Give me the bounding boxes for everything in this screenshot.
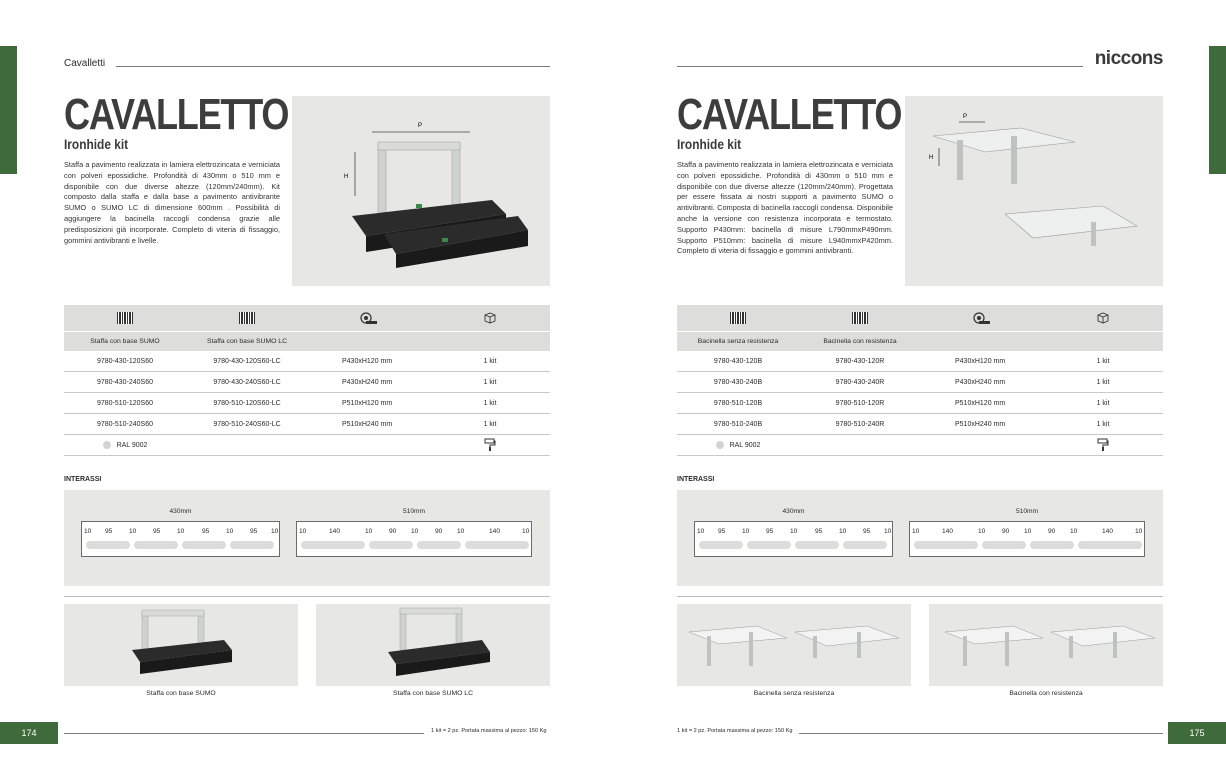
- code-a: 9780-510-240B: [713, 420, 763, 428]
- dim-p-label: P: [418, 123, 423, 129]
- thumbnail-sumo: [64, 604, 298, 686]
- table-row: [64, 372, 550, 393]
- code-b: 9780-510-240S60-LC: [213, 420, 281, 428]
- table-row: [677, 351, 1163, 372]
- size: P510xH120 mm: [955, 399, 1006, 407]
- divider: [677, 596, 1163, 597]
- segment-label: 10: [790, 528, 798, 535]
- code-a: 9780-510-120B: [713, 399, 763, 407]
- table-row-ral: [677, 435, 1163, 456]
- segment-label: 10: [299, 528, 307, 535]
- color-swatch: [103, 441, 111, 449]
- page-number-left: 174: [0, 722, 58, 744]
- table-row: [64, 414, 550, 435]
- segment-label: 10: [884, 528, 892, 535]
- dim-label-510: 510mm: [1016, 508, 1038, 515]
- segment-label: 10: [271, 528, 279, 535]
- table-icon-row: [677, 305, 1163, 331]
- tray-illustration: [905, 96, 1163, 286]
- qty: 1 kit: [1096, 420, 1110, 428]
- segment-label: 10: [365, 528, 373, 535]
- table-row-ral: [64, 435, 550, 456]
- rail-segment: [182, 541, 226, 549]
- stand-illustration: [292, 96, 550, 286]
- stand-sumo-illustration: [64, 604, 298, 686]
- product-description: Staffa a pavimento realizzata in lamiera elettrozincata e verniciata con polveri epossidiche. Profondità di 430mm o 510 mm e disponibile con due diverse altezze (120mm/240mm). Kit composto dalla staffa e dalla base a pavimento antivibrante SUMO o SUMO LC di dimensione 600mm . Possibilità di aggiungere la bacinella raccogli condensa grazie alle predisposizioni già incorporate. Completo di viteria di fissaggio, gommini antivibranti e livelle.: [64, 160, 280, 245]
- dim-p-label: P: [963, 114, 968, 120]
- paint-roller-icon: [484, 438, 496, 452]
- page-subtitle: Ironhide kit: [677, 136, 742, 152]
- page-title: CAVALLETTO: [64, 90, 289, 139]
- segment-label: 10: [129, 528, 137, 535]
- code-a: 9780-510-240S60: [96, 420, 154, 428]
- thumbnail-tray-with-heater: [929, 604, 1163, 686]
- segment-label: 95: [250, 528, 258, 535]
- caption-sumo: Staffa con base SUMO: [146, 690, 216, 697]
- col-header-1: Staffa con base SUMO: [90, 338, 160, 345]
- size: P430xH240 mm: [955, 378, 1006, 386]
- segment-label: 10: [742, 528, 750, 535]
- table-header-row: [677, 331, 1163, 351]
- footer-note: 1 kit = 2 pz. Portata massima al pezzo: 150 Kg: [431, 728, 547, 734]
- segment-label: 10: [697, 528, 705, 535]
- segment-label: 10: [411, 528, 419, 535]
- running-header: [677, 58, 1163, 74]
- section-label: Cavalletti: [64, 58, 106, 69]
- caption-tray-without-heater: Bacinella senza resistenza: [753, 690, 835, 697]
- thumbnail-tray-without-heater: [677, 604, 911, 686]
- right-page: [677, 0, 1163, 774]
- barcode-icon: [852, 312, 868, 324]
- rail-segment: [301, 541, 365, 549]
- page-title: CAVALLETTO: [677, 90, 902, 139]
- rail-segment: [134, 541, 178, 549]
- segment-label: 95: [105, 528, 113, 535]
- segment-label: 10: [1135, 528, 1143, 535]
- footer-rule: [64, 733, 424, 734]
- segment-label: 95: [153, 528, 161, 535]
- col-header-2: Bacinella con resistenza: [823, 338, 897, 345]
- rail-segment: [465, 541, 529, 549]
- divider: [64, 596, 550, 597]
- size: P430xH240 mm: [342, 378, 393, 386]
- table-row: [677, 393, 1163, 414]
- caption-tray-with-heater: Bacinella con resistenza: [1009, 690, 1083, 697]
- header-rule: [677, 66, 1083, 67]
- thumbnail-sumo-lc: [316, 604, 550, 686]
- brand-logo: [1095, 48, 1163, 70]
- segment-label: 10: [1024, 528, 1032, 535]
- segment-label: 90: [1002, 528, 1010, 535]
- segment-label: 95: [766, 528, 774, 535]
- rail-segment: [843, 541, 887, 549]
- spacing-frame-510: [296, 521, 532, 557]
- code-a: 9780-510-120S60: [96, 399, 154, 407]
- code-a: 9780-430-240S60: [96, 378, 154, 386]
- segment-label: 10: [457, 528, 465, 535]
- running-header: [64, 58, 550, 74]
- segment-label: 10: [84, 528, 92, 535]
- product-table: [64, 305, 550, 456]
- qty: 1 kit: [1096, 378, 1110, 386]
- code-b: 9780-510-120R: [835, 399, 885, 407]
- code-b: 9780-430-120S60-LC: [213, 357, 281, 365]
- right-edge-tab: [1209, 46, 1226, 174]
- paint-roller-icon: [1097, 438, 1109, 452]
- header-rule: [116, 66, 550, 67]
- segment-label: 95: [863, 528, 871, 535]
- box-icon: [1097, 312, 1109, 324]
- code-a: 9780-430-120S60: [96, 357, 154, 365]
- segment-label: 95: [815, 528, 823, 535]
- dim-label-510: 510mm: [403, 508, 425, 515]
- footer-rule: [799, 733, 1163, 734]
- dim-label-430: 430mm: [169, 508, 192, 515]
- table-row: [677, 414, 1163, 435]
- segment-label: 90: [389, 528, 397, 535]
- dim-label-430: 430mm: [782, 508, 805, 515]
- rail-segment: [417, 541, 461, 549]
- rail-segment: [982, 541, 1026, 549]
- qty: 1 kit: [483, 399, 497, 407]
- code-b: 9780-430-240S60-LC: [213, 378, 281, 386]
- interassi-label: INTERASSI: [64, 476, 102, 483]
- code-a: 9780-430-240B: [713, 378, 763, 386]
- stand-sumo-lc-illustration: [316, 604, 550, 686]
- left-edge-tab: [0, 46, 17, 174]
- rail-segment: [699, 541, 743, 549]
- segment-label: 10: [839, 528, 847, 535]
- page-number-right: 175: [1168, 722, 1226, 744]
- barcode-icon: [730, 312, 746, 324]
- left-page: [64, 0, 550, 774]
- segment-label: 140: [329, 528, 341, 535]
- interassi-diagram: [64, 490, 550, 586]
- size: P510xH240 mm: [342, 420, 393, 428]
- table-row: [677, 372, 1163, 393]
- qty: 1 kit: [483, 378, 497, 386]
- product-photo: [905, 96, 1163, 286]
- color-swatch: [716, 441, 724, 449]
- qty: 1 kit: [483, 420, 497, 428]
- qty: 1 kit: [1096, 399, 1110, 407]
- rail-segment: [369, 541, 413, 549]
- barcode-icon: [117, 312, 133, 324]
- code-b: 9780-430-120R: [835, 357, 885, 365]
- tray-without-heater-illustration: [677, 604, 911, 686]
- size: P510xH120 mm: [342, 399, 393, 407]
- size: P430xH120 mm: [955, 357, 1006, 365]
- dim-h-label: H: [344, 174, 349, 180]
- code-a: 9780-430-120B: [713, 357, 763, 365]
- footer-note: 1 kit = 2 pz. Portata massima al pezzo: 150 Kg: [677, 728, 793, 734]
- segment-label: 10: [522, 528, 530, 535]
- segment-label: 10: [177, 528, 185, 535]
- dim-h-label: H: [929, 155, 934, 161]
- code-b: 9780-510-240R: [835, 420, 885, 428]
- segment-label: 140: [942, 528, 954, 535]
- segment-label: 95: [718, 528, 726, 535]
- code-b: 9780-430-240R: [835, 378, 885, 386]
- segment-label: 10: [978, 528, 986, 535]
- box-icon: [484, 312, 496, 324]
- table-header-row: [64, 331, 550, 351]
- segment-label: 10: [912, 528, 920, 535]
- size: P510xH240 mm: [955, 420, 1006, 428]
- rail-segment: [795, 541, 839, 549]
- rail-segment: [747, 541, 791, 549]
- size: P430xH120 mm: [342, 357, 393, 365]
- barcode-icon: [239, 312, 255, 324]
- rail-segment: [914, 541, 978, 549]
- rail-segment: [230, 541, 274, 549]
- brand-name: niccons: [1094, 48, 1163, 69]
- spacing-frame-430: [694, 521, 893, 557]
- product-table: [677, 305, 1163, 456]
- code-b: 9780-510-120S60-LC: [213, 399, 281, 407]
- tape-measure-icon: [973, 312, 991, 324]
- rail-segment: [1078, 541, 1142, 549]
- spacing-frame-510: [909, 521, 1145, 557]
- segment-label: 95: [202, 528, 210, 535]
- ral-label: RAL 9002: [116, 441, 148, 449]
- tape-measure-icon: [360, 312, 378, 324]
- col-header-1: Bacinella senza resistenza: [697, 338, 779, 345]
- table-row: [64, 393, 550, 414]
- interassi-label: INTERASSI: [677, 476, 715, 483]
- product-description: Staffa a pavimento realizzata in lamiera elettrozincata e verniciata con polveri epossidiche. Profondità di 430mm o 510 mm e disponibile con due diverse altezze (120mm/240mm). Progettata per essere fissata ai nostri supporti a pavimento SUMO o antivibranti. Composta di bacinella raccogli condensa. Disponibile anche la versione con resistenza incorporata e termostato. Supporto P430mm: bacinella di misure L790mmxP490mm. Supporto P510mm: bacinella di misure L940mmxP420mm. Completo di viteria di fissaggio e gommini antivibranti.: [677, 160, 893, 256]
- product-photo: [292, 96, 550, 286]
- rail-segment: [1030, 541, 1074, 549]
- table-row: [64, 351, 550, 372]
- interassi-diagram: [677, 490, 1163, 586]
- segment-label: 10: [1070, 528, 1078, 535]
- tray-with-heater-illustration: [929, 604, 1163, 686]
- qty: 1 kit: [483, 357, 497, 365]
- segment-label: 90: [1048, 528, 1056, 535]
- table-icon-row: [64, 305, 550, 331]
- segment-label: 140: [489, 528, 501, 535]
- segment-label: 90: [435, 528, 443, 535]
- qty: 1 kit: [1096, 357, 1110, 365]
- page-subtitle: Ironhide kit: [64, 136, 129, 152]
- col-header-2: Staffa con base SUMO LC: [207, 338, 287, 345]
- caption-sumo-lc: Staffa con base SUMO LC: [393, 690, 473, 697]
- spacing-frame-430: [81, 521, 280, 557]
- ral-label: RAL 9002: [729, 441, 761, 449]
- rail-segment: [86, 541, 130, 549]
- segment-label: 10: [226, 528, 234, 535]
- segment-label: 140: [1102, 528, 1114, 535]
